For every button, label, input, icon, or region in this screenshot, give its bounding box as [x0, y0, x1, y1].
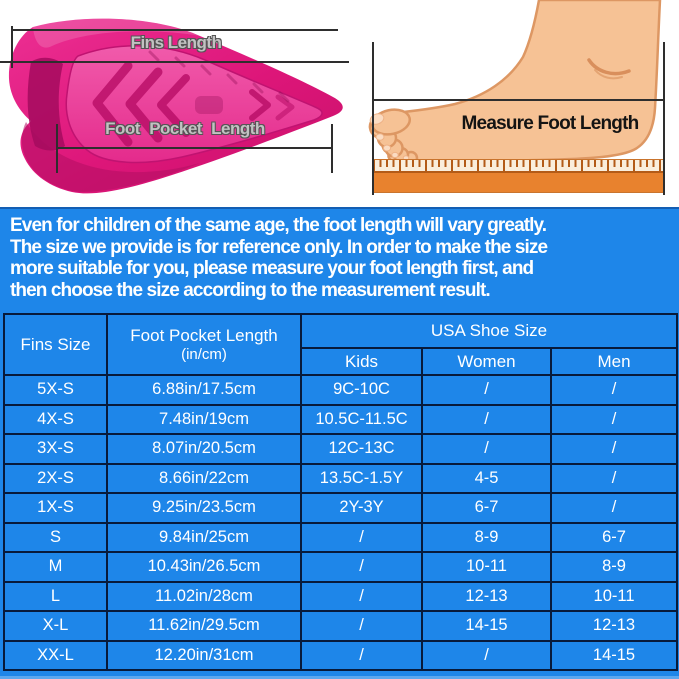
table-cell: 12C-13C — [301, 434, 422, 464]
size-table-body — [4, 375, 677, 670]
table-cell: 5X-S — [4, 375, 107, 405]
fins-length-label: Fins Length — [130, 33, 222, 52]
foot-top-reference-line — [372, 99, 665, 101]
table-cell: 6-7 — [551, 523, 677, 553]
fins-length-dimension-line — [12, 29, 338, 31]
table-cell: 2Y-3Y — [301, 493, 422, 523]
table-cell: 10.43in/26.5cm — [107, 552, 301, 582]
table-row — [4, 464, 677, 494]
illustration-section — [0, 0, 679, 207]
table-cell: 10-11 — [551, 582, 677, 612]
table-cell: / — [301, 523, 422, 553]
table-cell: / — [551, 434, 677, 464]
table-cell: / — [422, 375, 551, 405]
table-cell: 6-7 — [422, 493, 551, 523]
table-cell: 2X-S — [4, 464, 107, 494]
table-row — [4, 552, 677, 582]
table-cell: / — [301, 552, 422, 582]
header-fins-size: Fins Size — [4, 314, 107, 375]
table-cell: / — [422, 434, 551, 464]
size-table-header — [4, 314, 677, 375]
foot-outline — [370, 0, 660, 165]
table-row — [4, 405, 677, 435]
table-cell: 4X-S — [4, 405, 107, 435]
table-cell: 8.66in/22cm — [107, 464, 301, 494]
header-usa-shoe-size: USA Shoe Size — [301, 314, 677, 348]
notice-text — [10, 215, 675, 301]
header-men: Men — [551, 348, 677, 375]
table-cell: 1X-S — [4, 493, 107, 523]
table-cell: X-L — [4, 611, 107, 641]
ruler — [372, 159, 665, 193]
header-foot-pocket — [107, 314, 301, 375]
table-cell: / — [551, 375, 677, 405]
table-row — [4, 611, 677, 641]
table-cell: 9C-10C — [301, 375, 422, 405]
size-info-section — [0, 207, 679, 679]
table-cell: S — [4, 523, 107, 553]
ruler-ticks — [373, 160, 664, 173]
table-row — [4, 523, 677, 553]
table-cell: 12-13 — [422, 582, 551, 612]
table-row — [4, 582, 677, 612]
size-table — [3, 313, 678, 671]
table-row — [4, 493, 677, 523]
foot-measure-left-line — [372, 42, 374, 195]
table-cell: 11.62in/29.5cm — [107, 611, 301, 641]
table-cell: / — [551, 405, 677, 435]
swim-fin-svg — [0, 0, 349, 207]
header-kids: Kids — [301, 348, 422, 375]
notice-line: more suitable for you, please measure your foot length first, and — [10, 258, 534, 279]
table-cell: 3X-S — [4, 434, 107, 464]
swim-fin-illustration — [0, 0, 349, 207]
table-cell: 4-5 — [422, 464, 551, 494]
table-cell: 13.5C-1.5Y — [301, 464, 422, 494]
table-row — [4, 375, 677, 405]
table-cell: 14-15 — [551, 641, 677, 671]
table-cell: 12-13 — [551, 611, 677, 641]
table-cell: / — [551, 493, 677, 523]
header-women: Women — [422, 348, 551, 375]
notice-line: then choose the size according to the measurement result. — [10, 279, 490, 301]
foot-pocket-length-label: Foot Pocket Length — [105, 119, 265, 138]
measure-foot-length-label: Measure Foot Length — [461, 113, 639, 134]
table-cell: / — [301, 582, 422, 612]
foot-pocket-right-tick — [331, 124, 333, 173]
table-cell: 14-15 — [422, 611, 551, 641]
table-cell: / — [422, 641, 551, 671]
table-row — [4, 641, 677, 671]
table-cell: 11.02in/28cm — [107, 582, 301, 612]
foot-pocket-left-tick — [56, 124, 58, 173]
table-cell: 12.20in/31cm — [107, 641, 301, 671]
table-cell: 7.48in/19cm — [107, 405, 301, 435]
table-cell: / — [422, 405, 551, 435]
notice-line: The size we provide is for reference only. In order to make the size — [10, 236, 548, 258]
table-cell: 8.07in/20.5cm — [107, 434, 301, 464]
foot-illustration — [339, 0, 679, 207]
foot-pocket-dimension-line — [56, 147, 333, 149]
table-row — [4, 434, 677, 464]
table-cell: 9.25in/23.5cm — [107, 493, 301, 523]
table-cell: 9.84in/25cm — [107, 523, 301, 553]
table-cell: / — [301, 611, 422, 641]
table-cell: / — [301, 641, 422, 671]
table-cell: / — [551, 464, 677, 494]
table-cell: 8-9 — [551, 552, 677, 582]
header-foot-pocket-line1: Foot Pocket Length — [130, 326, 278, 345]
table-cell: XX-L — [4, 641, 107, 671]
notice-line: Even for children of the same age, the foot length will vary greatly. — [10, 215, 547, 236]
table-cell: L — [4, 582, 107, 612]
fin-sole-plate — [66, 46, 322, 163]
fin-top-reference-line — [0, 61, 349, 63]
table-cell: 8-9 — [422, 523, 551, 553]
table-cell: M — [4, 552, 107, 582]
table-cell: 10.5C-11.5C — [301, 405, 422, 435]
table-cell: 10-11 — [422, 552, 551, 582]
fin-logo-emboss — [195, 96, 223, 114]
header-foot-pocket-line2: (in/cm) — [181, 346, 227, 363]
table-cell: 6.88in/17.5cm — [107, 375, 301, 405]
ruler-band — [373, 173, 664, 192]
